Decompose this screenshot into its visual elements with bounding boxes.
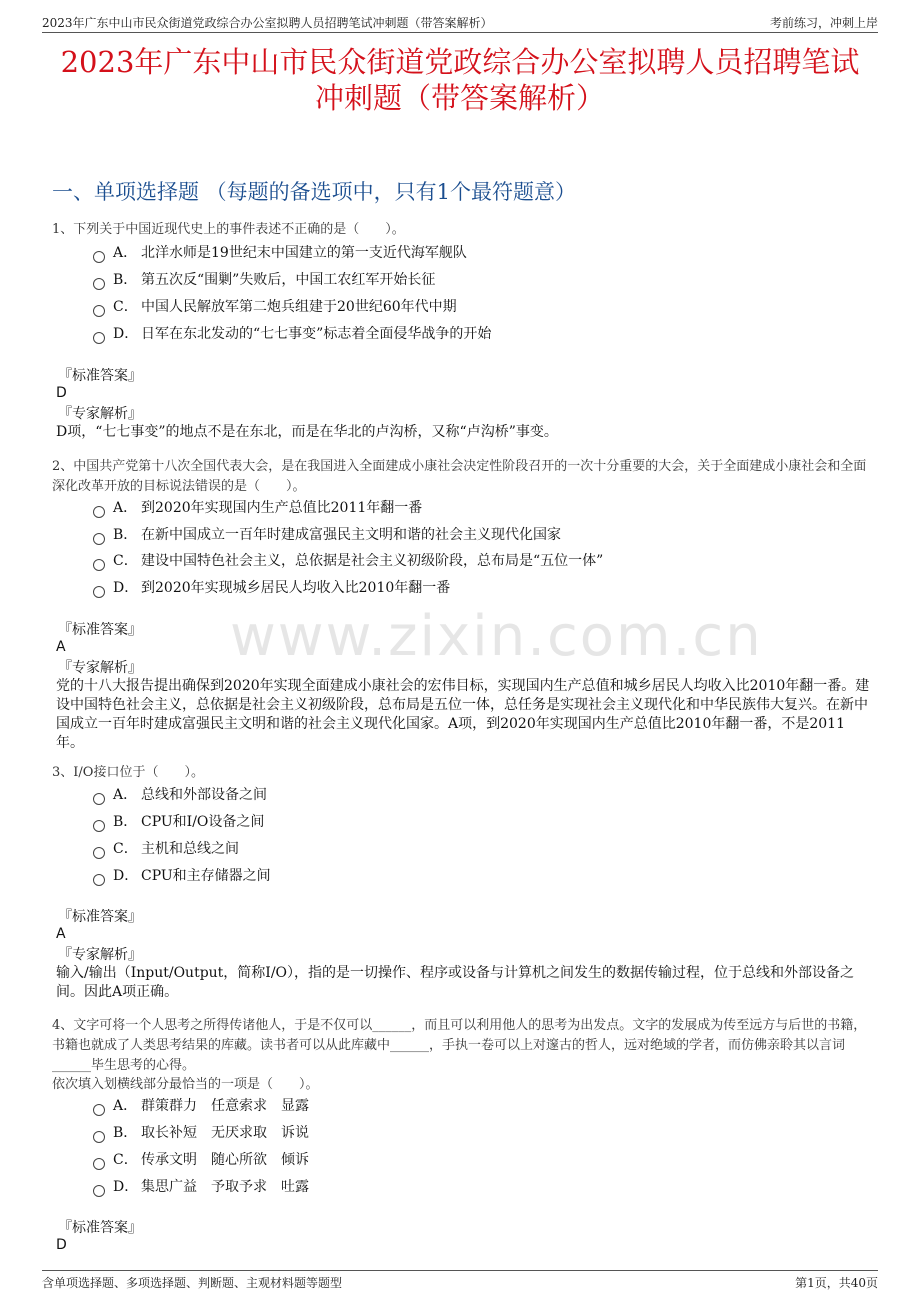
- answer-heading: 『标准答案』: [58, 1220, 142, 1236]
- footer-question-types: 含单项选择题、多项选择题、判断题、主观材料题等题型: [42, 1276, 343, 1290]
- question-3-stem: 3、I/O接口位于（ ）。: [52, 765, 204, 780]
- question-4-instruction: 依次填入划横线部分最恰当的一项是（ ）。: [52, 1077, 319, 1092]
- radio-icon[interactable]: [93, 305, 105, 317]
- radio-icon[interactable]: [93, 1104, 105, 1116]
- radio-icon[interactable]: [93, 251, 105, 263]
- question-1-option-d[interactable]: D． 日军在东北发动的“七七事变”标志着全面侵华战争的开始: [93, 324, 491, 344]
- radio-icon[interactable]: [93, 1185, 105, 1197]
- header-slogan: 考前练习，冲刺上岸: [769, 16, 878, 30]
- question-3-analysis: 输入/输出（Input/Output，简称I/O），指的是一切操作、程序或设备与计算机之间发生的数据传输过程，位于总线和外部设备之间。因此A项正确。: [56, 965, 855, 1000]
- question-3-option-d[interactable]: D． CPU和主存储器之间: [93, 866, 271, 886]
- question-4-option-d[interactable]: D． 集思广益 予取予求 吐露: [93, 1177, 309, 1197]
- radio-icon[interactable]: [93, 847, 105, 859]
- page-number: 第1页，共40页: [795, 1276, 878, 1290]
- question-3-option-b[interactable]: B． CPU和I/O设备之间: [93, 812, 264, 832]
- section-heading: 一、单项选择题 （每题的备选项中，只有1个最符题意）: [52, 180, 577, 204]
- question-4-stem: 4、文字可将一个人思考之所得传诸他人，于是不仅可以______，而且可以利用他人的思考为出发点。文字的发展成为传至远方与后世的书籍，书籍也就成了人类思考结果的库藏。读书者可以从此库藏中______，手执一卷可以上对邃古的哲人，远对绝域的学者，而仿佛亲聆其以言词______毕生思考的心得。: [52, 1018, 867, 1073]
- title-line-2: 冲刺题（带答案解析）: [314, 81, 605, 115]
- header-doc-title: 2023年广东中山市民众街道党政综合办公室拟聘人员招聘笔试冲刺题（带答案解析）: [42, 16, 493, 30]
- question-1-stem: 1、下列关于中国近现代史上的事件表述不正确的是（ ）。: [52, 222, 405, 237]
- title-line-1: 2023年广东中山市民众街道党政综合办公室拟聘人员招聘笔试: [60, 45, 860, 79]
- question-3-option-a[interactable]: A． 总线和外部设备之间: [93, 785, 267, 805]
- question-2-option-a[interactable]: A． 到2020年实现国内生产总值比2011年翻一番: [93, 498, 422, 518]
- question-3-answer: A: [56, 926, 66, 942]
- watermark: www.zixin.com.cn: [230, 604, 763, 669]
- question-4-option-c[interactable]: C． 传承文明 随心所欲 倾诉: [93, 1150, 309, 1170]
- answer-heading: 『标准答案』: [58, 368, 142, 384]
- question-1-option-c[interactable]: C． 中国人民解放军第二炮兵组建于20世纪60年代中期: [93, 297, 457, 317]
- question-1-option-b[interactable]: B． 第五次反“围剿”失败后，中国工农红军开始长征: [93, 270, 435, 290]
- radio-icon[interactable]: [93, 793, 105, 805]
- question-3-option-c[interactable]: C． 主机和总线之间: [93, 839, 239, 859]
- question-1-analysis: D项，“七七事变”的地点不是在东北，而是在华北的卢沟桥，又称“卢沟桥”事变。: [56, 424, 558, 440]
- document-title: [40, 44, 880, 116]
- question-2-answer: A: [56, 639, 66, 655]
- radio-icon[interactable]: [93, 1158, 105, 1170]
- answer-heading: 『标准答案』: [58, 622, 142, 638]
- question-4-option-a[interactable]: A． 群策群力 任意索求 显露: [93, 1096, 309, 1116]
- radio-icon[interactable]: [93, 820, 105, 832]
- radio-icon[interactable]: [93, 533, 105, 545]
- question-2-option-d[interactable]: D． 到2020年实现城乡居民人均收入比2010年翻一番: [93, 578, 450, 598]
- radio-icon[interactable]: [93, 506, 105, 518]
- analysis-heading: 『专家解析』: [58, 947, 142, 963]
- radio-icon[interactable]: [93, 332, 105, 344]
- answer-heading: 『标准答案』: [58, 909, 142, 925]
- radio-icon[interactable]: [93, 1131, 105, 1143]
- question-1-option-a[interactable]: A． 北洋水师是19世纪末中国建立的第一支近代海军舰队: [93, 243, 467, 263]
- radio-icon[interactable]: [93, 586, 105, 598]
- radio-icon[interactable]: [93, 559, 105, 571]
- question-2-analysis: 党的十八大报告提出确保到2020年实现全面建成小康社会的宏伟目标，实现国内生产总值和城乡居民人均收入比2010年翻一番。建设中国特色社会主义，总依据是社会主义初级阶段，总布局是五位一体，总任务是实现社会主义现代化和中华民族伟大复兴。在新中国成立一百年时建成富强民主文明和谐的社会主义现代化国家。A项，到2020年实现国内生产总值比2010年翻一番，不是2011年。: [56, 678, 870, 751]
- question-2-stem: 2、中国共产党第十八次全国代表大会，是在我国进入全面建成小康社会决定性阶段召开的一次十分重要的大会，关于全面建成小康社会和全面深化改革开放的目标说法错误的是（ ）。: [52, 459, 867, 494]
- page-footer: [42, 1270, 878, 1293]
- question-2-option-c[interactable]: C． 建设中国特色社会主义，总依据是社会主义初级阶段，总布局是“五位一体”: [93, 551, 603, 571]
- page-header: [42, 12, 878, 33]
- question-4-option-b[interactable]: B． 取长补短 无厌求取 诉说: [93, 1123, 309, 1143]
- analysis-heading: 『专家解析』: [58, 660, 142, 676]
- question-4-answer: D: [56, 1237, 67, 1253]
- radio-icon[interactable]: [93, 874, 105, 886]
- question-1-answer: D: [56, 385, 67, 401]
- question-2-option-b[interactable]: B． 在新中国成立一百年时建成富强民主文明和谐的社会主义现代化国家: [93, 525, 561, 545]
- radio-icon[interactable]: [93, 278, 105, 290]
- analysis-heading: 『专家解析』: [58, 406, 142, 422]
